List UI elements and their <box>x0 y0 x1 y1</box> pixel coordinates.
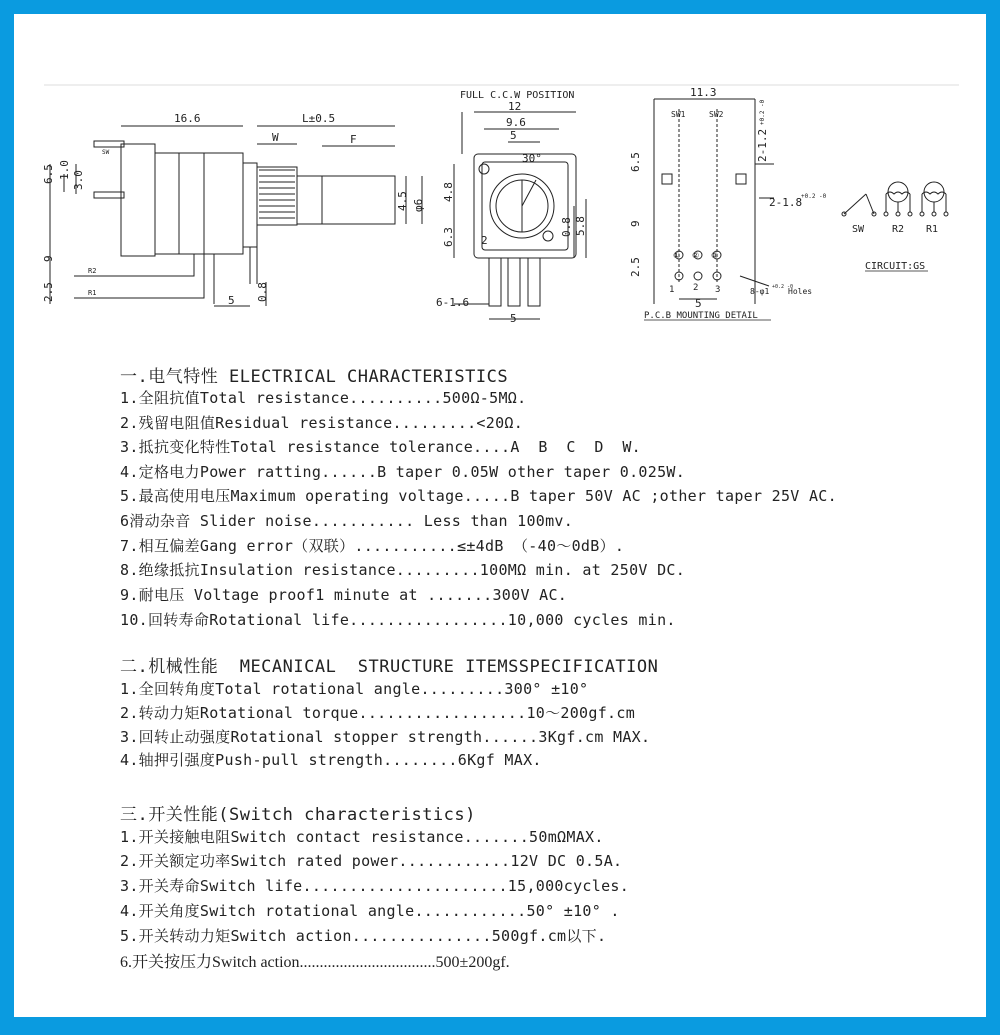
dim-9-6: 9.6 <box>506 116 526 129</box>
electrical-item: 5.最高使用电压Maximum operating voltage.....B taper 50V AC ;other taper 25V AC. <box>120 487 837 505</box>
dim-9: 9 <box>42 255 55 262</box>
circuit-sw: SW <box>852 224 865 235</box>
technical-drawings <box>14 14 986 354</box>
pin-circle-1: ① <box>673 251 681 260</box>
dim-W: W <box>272 131 279 144</box>
dim-4-5: 4.5 <box>396 191 409 211</box>
front-view-title: FULL C.C.W POSITION <box>460 90 575 101</box>
mechanical-item: 3.回转止动强度Rotational stopper strength......3Kgf.cm MAX. <box>120 728 651 746</box>
mechanical-item: 2.转动力矩Rotational torque..................10～200gf.cm <box>120 704 636 722</box>
holes-label: 8-φ1 <box>750 287 770 296</box>
dim-0-8: 0.8 <box>256 282 269 302</box>
electrical-item: 6滑动杂音 Slider noise........... Less than 100mv. <box>120 512 574 530</box>
dim-16-6: 16.6 <box>174 112 201 125</box>
mechanical-item: 1.全回转角度Total rotational angle.........300° ±10° <box>120 680 589 698</box>
label-r1: R1 <box>88 289 97 297</box>
dim-0-8: 0.8 <box>560 217 573 237</box>
dim-2-1-2-tol: +0.2 -0 <box>759 99 766 125</box>
pin-3: 3 <box>715 285 721 295</box>
datasheet-page <box>14 14 986 1017</box>
dim-5: 5 <box>695 297 702 310</box>
dim-4-8: 4.8 <box>442 182 455 202</box>
label-r2: R2 <box>88 267 97 275</box>
electrical-item: 10.回转寿命Rotational life.................10,000 cycles min. <box>120 611 676 629</box>
switch-item: 2.开关额定功率Switch rated power............12V DC 0.5A. <box>120 852 623 870</box>
dim-phi6: φ6 <box>412 198 425 212</box>
switch-item: 3.开关寿命Switch life......................15,000cycles. <box>120 877 630 895</box>
pin-2: 2 <box>693 283 699 293</box>
dim-5: 5 <box>228 294 235 307</box>
dim-3-0: 3.0 <box>72 170 85 190</box>
pin-circle-2: ② <box>692 251 700 260</box>
dim-9: 9 <box>629 220 642 227</box>
dim-2: 2 <box>481 234 488 247</box>
switch-item: 5.开关转动力矩Switch action...............500gf.cm以下. <box>120 927 607 945</box>
mechanical-item: 4.轴押引强度Push-pull strength........6Kgf MAX. <box>120 751 542 769</box>
dim-L: L±0.5 <box>302 112 336 125</box>
dim-2-1-8: 2-1.8 <box>769 196 803 209</box>
circuit-r1: R1 <box>926 224 939 235</box>
dim-12: 12 <box>508 100 522 113</box>
circuit-r2: R2 <box>892 224 905 235</box>
label-sw: SW <box>102 149 110 156</box>
pin-1: 1 <box>669 285 675 295</box>
electrical-section-title: 一.电气特性 ELECTRICAL CHARACTERISTICS <box>120 367 509 387</box>
switch-item: 6.开关按压力Switch action..................................500±200gf. <box>120 954 510 971</box>
switch-item: 4.开关角度Switch rotational angle............50° ±10° . <box>120 902 620 920</box>
circuit-title: CIRCUIT:GS <box>865 261 926 272</box>
dim-6-5: 6.5 <box>42 164 55 184</box>
dim-6-1-6: 6-1.6 <box>436 296 470 309</box>
circuit-drawing <box>842 182 948 216</box>
dim-2-5: 2.5 <box>42 282 55 302</box>
dim-5-8: 5.8 <box>574 216 587 236</box>
dim-6-5: 6.5 <box>629 152 642 172</box>
electrical-item: 1.全阻抗值Total resistance..........500Ω-5MΩ. <box>120 389 527 407</box>
electrical-item: 8.绝缘抵抗Insulation resistance.........100MΩ min. at 250V DC. <box>120 561 686 579</box>
mechanical-section-title: 二.机械性能 MECANICAL STRUCTURE ITEMSSPECIFICATION <box>120 657 659 677</box>
dim-6-3: 6.3 <box>442 227 455 247</box>
electrical-item: 9.耐电压 Voltage proof1 minute at .......300V AC. <box>120 586 568 604</box>
dim-11-3: 11.3 <box>690 86 717 99</box>
electrical-item: 4.定格电力Power ratting......B taper 0.05W other taper 0.025W. <box>120 463 686 481</box>
dim-5-bottom: 5 <box>510 312 517 325</box>
holes-tol: +0.2 -0 <box>772 284 794 290</box>
dim-2-1-8-tol: +0.2 -0 <box>801 193 827 200</box>
front-view-drawing <box>454 112 586 319</box>
label-sw2: SW2 <box>709 110 724 119</box>
electrical-item: 7.相互偏差Gang error（双联）...........≤±4dB （-40～0dB）. <box>120 537 625 555</box>
dim-30deg: 30° <box>522 152 542 165</box>
dim-2-5: 2.5 <box>629 257 642 277</box>
dim-1-0: 1.0 <box>58 160 71 180</box>
pcb-view-labels <box>629 86 827 321</box>
electrical-item: 2.残留电阻值Residual resistance.........<20Ω. <box>120 414 524 432</box>
holes-suffix: Holes <box>788 287 813 296</box>
electrical-item: 3.抵抗变化特性Total resistance tolerance....A B C D W. <box>120 438 642 456</box>
dim-5-top: 5 <box>510 129 517 142</box>
pin-circle-3: ③ <box>711 251 719 260</box>
label-sw1: SW1 <box>671 110 686 119</box>
dim-2-1-2: 2-1.2 <box>756 128 769 162</box>
switch-section-title: 三.开关性能(Switch characteristics) <box>120 805 476 825</box>
pcb-title: P.C.B MOUNTING DETAIL <box>644 311 758 321</box>
dim-F: F <box>350 133 357 146</box>
switch-item: 1.开关接触电阻Switch contact resistance.......50mΩMAX. <box>120 828 604 846</box>
front-view-labels <box>436 90 587 325</box>
circuit-labels <box>852 224 938 272</box>
